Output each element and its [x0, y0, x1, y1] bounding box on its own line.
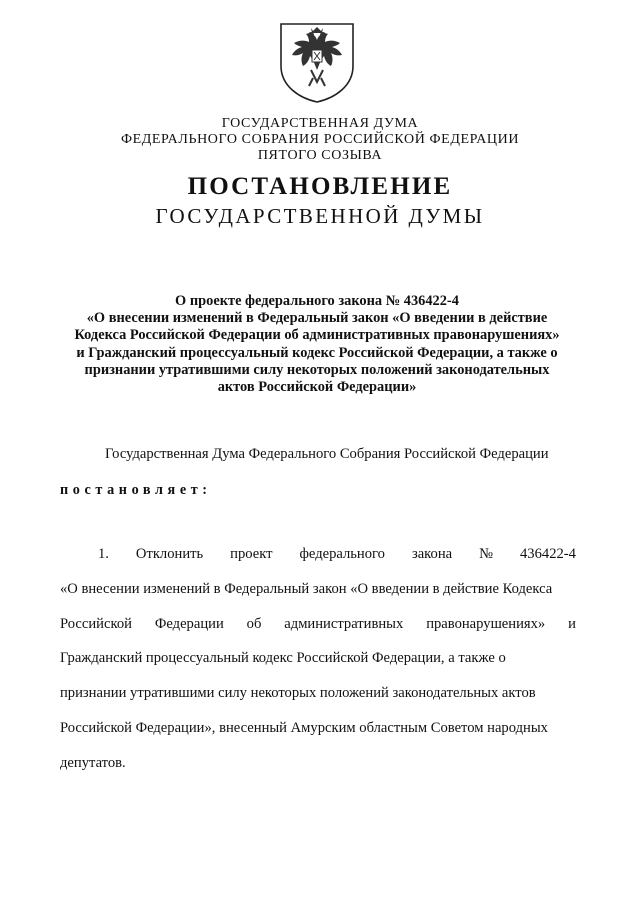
paragraph-line: [60, 545, 576, 580]
subject-line: О проекте федерального закона № 436422-4: [175, 293, 459, 309]
paragraph-line: [60, 615, 576, 650]
header-line-convocation: ПЯТОГО СОЗЫВА: [257, 148, 383, 163]
preamble-text: Государственная Дума Федерального Собрания Российской Федерации: [105, 446, 549, 462]
header-block: [0, 116, 640, 164]
subject-line: Кодекса Российской Федерации об административных правонарушениях»: [74, 327, 560, 344]
paragraph-word: №: [479, 546, 494, 562]
paragraph-line: признании утратившими силу некоторых положений законодательных актов: [60, 685, 536, 702]
paragraph-word: Федерации: [154, 615, 224, 632]
paragraph-word: Отклонить: [135, 546, 204, 562]
paragraph-line: депутатов.: [60, 754, 126, 771]
header-line-duma: ГОСУДАРСТВЕННАЯ ДУМА: [221, 116, 419, 131]
document-title: ПОСТАНОВЛЕНИЕ: [187, 173, 453, 200]
resolution-paragraph-1: [60, 545, 576, 789]
item-number: 1.: [98, 546, 109, 562]
paragraph-line: Российской Федерации», внесенный Амурским областным Советом народных: [60, 719, 548, 736]
paragraph-word: об: [246, 615, 262, 632]
header-line-federal-assembly: ФЕДЕРАЛЬНОГО СОБРАНИЯ РОССИЙСКОЙ ФЕДЕРАЦИИ: [120, 132, 520, 147]
paragraph-line: Гражданский процессуальный кодекс Российской Федерации, а также о: [60, 650, 506, 667]
paragraph-word: административных: [284, 615, 404, 632]
subject-line: актов Российской Федерации»: [217, 379, 417, 396]
subject-line: и Гражданский процессуальный кодекс Российской Федерации, а также о: [76, 344, 558, 361]
paragraph-word: федерального: [299, 546, 385, 562]
paragraph-word: правонарушениях»: [426, 615, 546, 632]
paragraph-word: проект: [230, 546, 273, 562]
decides-word: постановляет:: [60, 482, 212, 498]
paragraph-word: закона: [411, 546, 453, 562]
paragraph-word: 436422-4: [520, 546, 576, 562]
subject-block: [50, 293, 584, 396]
subject-line: признании утратившими силу некоторых положений законодательных: [84, 361, 550, 378]
paragraph-line: «О внесении изменений в Федеральный закон «О введении в действие Кодекса: [60, 580, 553, 597]
document-subtitle: ГОСУДАРСТВЕННОЙ ДУМЫ: [155, 204, 485, 228]
coat-of-arms-emblem: [275, 20, 359, 104]
paragraph-word: Российской: [60, 615, 132, 632]
subject-line: «О внесении изменений в Федеральный закон «О введении в действие: [86, 310, 548, 327]
paragraph-word: и: [568, 615, 576, 632]
